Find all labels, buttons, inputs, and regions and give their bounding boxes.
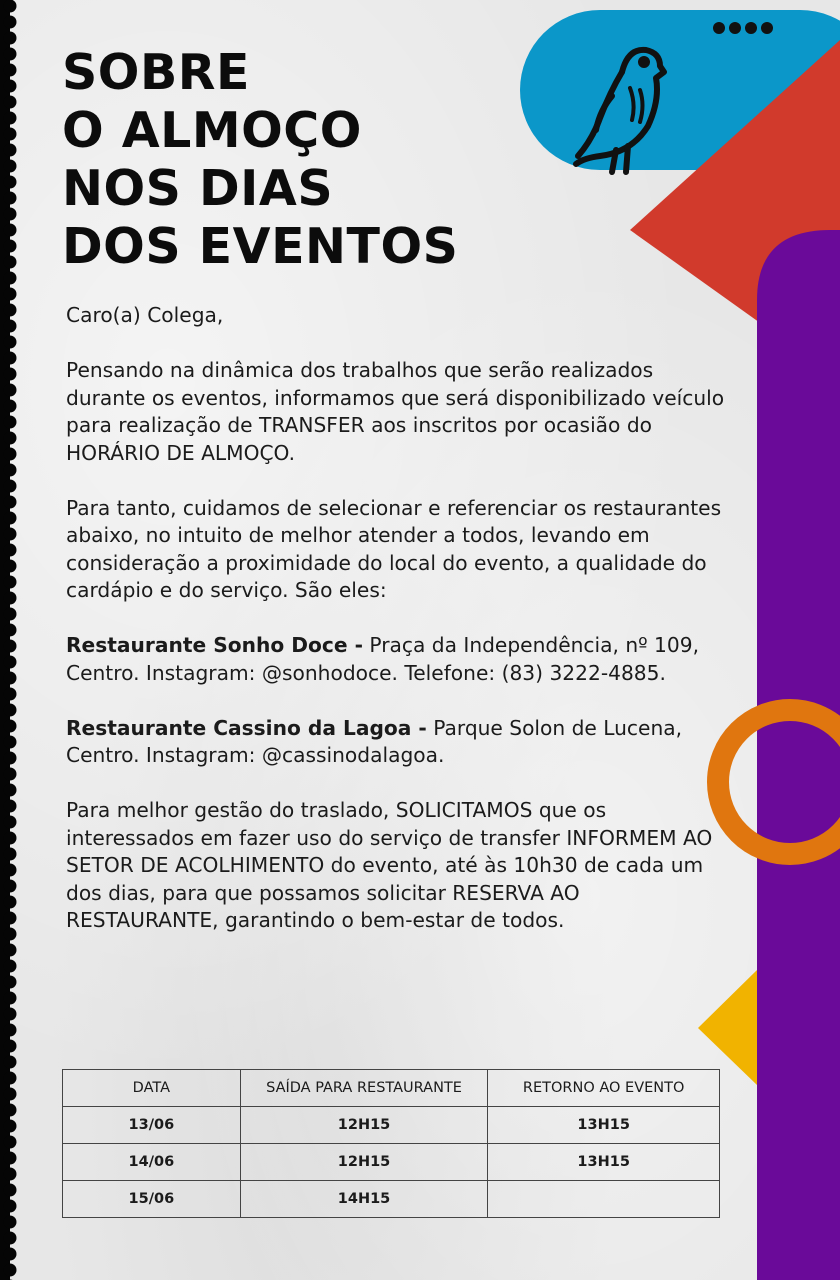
title-line-2: O ALMOÇO: [62, 102, 362, 159]
header-retorno: RETORNO AO EVENTO: [488, 1070, 720, 1107]
table-row: [63, 1107, 720, 1144]
page-title: [62, 44, 458, 276]
table-header-row: [63, 1070, 720, 1107]
yellow-diamond-shape: [698, 970, 757, 1085]
restaurant-details: Praça da Independência, nº 109, Centro. Instagram: @sonhodoce. Telefone: (83) 3222-4885.: [66, 633, 699, 685]
restaurant-cassino-da-lagoa: [66, 715, 734, 770]
header-data: DATA: [63, 1070, 241, 1107]
paragraph-closing: Para melhor gestão do traslado, SOLICITAMOS que os interessados em fazer uso do serviço de transfer INFORMEM AO SETOR DE ACOLHIMENTO do evento, até às 10h30 de cada um dos dias, para que possamos solicitar RESERVA AO RESTAURANTE, garantindo o bem-estar de todos.: [66, 798, 713, 932]
cell-departure: 12H15: [240, 1107, 488, 1144]
cell-departure: 14H15: [240, 1181, 488, 1218]
paragraph-restaurants: Para tanto, cuidamos de selecionar e referenciar os restaurantes abaixo, no intuito de melhor atender a todos, levando em consideração a proximidade do local do evento, a qualidade do cardápio e do serviço. São eles:: [66, 495, 722, 602]
cell-return: 13H15: [488, 1144, 720, 1181]
greeting: Caro(a) Colega,: [66, 303, 224, 327]
cell-return: [488, 1181, 720, 1218]
restaurant-sonho-doce: [66, 632, 734, 687]
purple-band-shape: [757, 230, 840, 1280]
restaurant-details: Parque Solon de Lucena, Centro. Instagram: @cassinodalagoa.: [66, 715, 683, 767]
title-line-4: DOS EVENTOS: [62, 218, 459, 275]
schedule-table: [62, 1069, 720, 1218]
restaurant-name: Restaurante Sonho Doce -: [66, 633, 363, 657]
title-line-1: SOBRE: [62, 44, 250, 101]
cell-departure: 12H15: [240, 1144, 488, 1181]
cell-date: 13/06: [63, 1107, 241, 1144]
letter-body: [66, 302, 734, 962]
header-saida: SAÍDA PARA RESTAURANTE: [240, 1070, 488, 1107]
table-row: [63, 1144, 720, 1181]
cell-date: 15/06: [63, 1181, 241, 1218]
title-line-3: NOS DIAS: [62, 160, 334, 217]
paragraph-transfer: Pensando na dinâmica dos trabalhos que serão realizados durante os eventos, informamos que será disponibilizado veículo para realização de TRANSFER aos inscritos por ocasião do HORÁRIO DE ALMOÇO.: [66, 358, 725, 465]
cell-return: 13H15: [488, 1107, 720, 1144]
table-row: [63, 1181, 720, 1218]
cell-date: 14/06: [63, 1144, 241, 1181]
restaurant-name: Restaurante Cassino da Lagoa -: [66, 715, 427, 740]
